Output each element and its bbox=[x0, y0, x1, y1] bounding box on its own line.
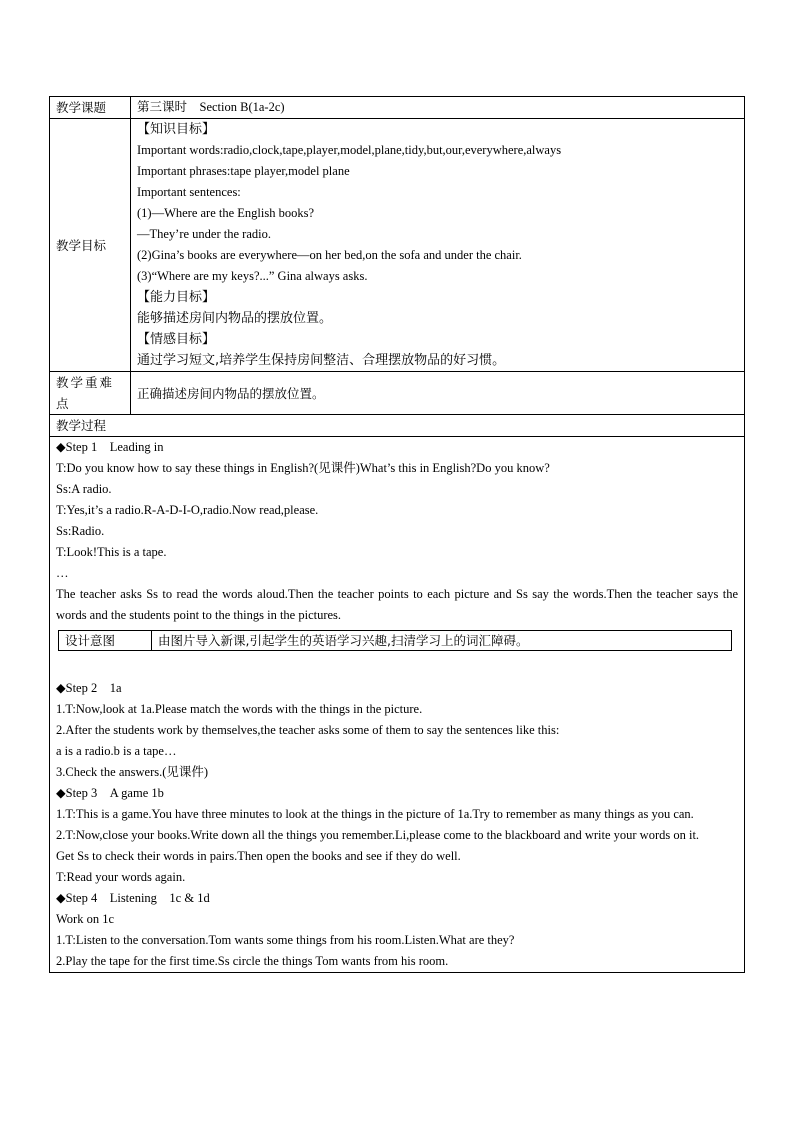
step2-title: ◆Step 2 1a bbox=[56, 681, 122, 695]
step2-line: 3.Check the answers.(见课件) bbox=[56, 765, 209, 779]
step1-line: Ss:A radio. bbox=[56, 482, 112, 496]
objectives-content bbox=[131, 119, 745, 372]
step4-line: 2.Play the tape for the first time.Ss circle the things Tom wants from his room. bbox=[56, 954, 449, 968]
ability-goal-heading: 【能力目标】 bbox=[137, 290, 216, 305]
step2-line: a is a radio.b is a tape… bbox=[56, 744, 177, 758]
design-intent-value: 由图片导入新课,引起学生的英语学习兴趣,扫清学习上的词汇障碍。 bbox=[152, 631, 732, 651]
process-header-row bbox=[50, 415, 745, 437]
step4-line: Work on 1c bbox=[56, 912, 115, 926]
emotion-goal-text: 通过学习短文,培养学生保持房间整洁、合理摆放物品的好习惯。 bbox=[137, 353, 506, 368]
key-points-row bbox=[50, 372, 745, 415]
sentence-1-question: (1)—Where are the English books? bbox=[137, 206, 315, 220]
step4-title: ◆Step 4 Listening 1c & 1d bbox=[56, 891, 210, 905]
sentence-2: (2)Gina’s books are everywhere—on her bed,on the sofa and under the chair. bbox=[137, 248, 522, 262]
lesson-table bbox=[49, 96, 745, 973]
objectives-label: 教学目标 bbox=[50, 119, 131, 372]
step3-paragraph: 1.T:This is a game.You have three minutes to look at the things in the picture of 1a.Try to remember as many things as you can. bbox=[56, 807, 694, 821]
topic-row bbox=[50, 97, 745, 119]
step3-line: Get Ss to check their words in pairs.Then open the books and see if they do well. bbox=[56, 849, 461, 863]
step4-line: 1.T:Listen to the conversation.Tom wants some things from his room.Listen.What are they? bbox=[56, 933, 515, 947]
topic-value: 第三课时 Section B(1a-2c) bbox=[131, 97, 745, 119]
important-sentences-heading: Important sentences: bbox=[137, 185, 241, 199]
spacer bbox=[56, 657, 738, 678]
step3-paragraph: 2.T:Now,close your books.Write down all the things you remember.Li,please come to the blackboard and write your words on it. bbox=[56, 828, 700, 842]
step3-title: ◆Step 3 A game 1b bbox=[56, 786, 164, 800]
step1-line: T:Yes,it’s a radio.R-A-D-I-O,radio.Now read,please. bbox=[56, 503, 319, 517]
step1-title: ◆Step 1 Leading in bbox=[56, 440, 164, 454]
process-label: 教学过程 bbox=[50, 415, 745, 437]
knowledge-goal-heading: 【知识目标】 bbox=[137, 122, 216, 137]
sentence-3: (3)“Where are my keys?...” Gina always asks. bbox=[137, 269, 368, 283]
step1-line: T:Do you know how to say these things in English?(见课件)What’s this in English?Do you know? bbox=[56, 461, 550, 475]
lesson-plan bbox=[49, 96, 745, 973]
process-content bbox=[50, 437, 745, 973]
step1-line: T:Look!This is a tape. bbox=[56, 545, 167, 559]
objectives-row bbox=[50, 119, 745, 372]
topic-label: 教学课题 bbox=[50, 97, 131, 119]
key-points-label-line2: 点 bbox=[56, 396, 69, 411]
design-intent-label: 设计意图 bbox=[59, 631, 152, 651]
important-phrases: Important phrases:tape player,model plane bbox=[137, 164, 350, 178]
important-words: Important words:radio,clock,tape,player,model,plane,tidy,but,our,everywhere,always bbox=[137, 143, 562, 157]
sentence-1-answer: —They’re under the radio. bbox=[137, 227, 271, 241]
design-intent-box bbox=[58, 630, 732, 651]
key-points-label-line1: 教学重难 bbox=[56, 375, 115, 390]
step3-line: T:Read your words again. bbox=[56, 870, 186, 884]
emotion-goal-heading: 【情感目标】 bbox=[137, 332, 216, 347]
key-points-label bbox=[50, 372, 131, 415]
ability-goal-text: 能够描述房间内物品的摆放位置。 bbox=[137, 311, 333, 326]
process-content-row bbox=[50, 437, 745, 973]
step1-paragraph: The teacher asks Ss to read the words aloud.Then the teacher points to each picture and Ss say the words.Then the teacher says the words and the students point to the things in the pictures. bbox=[56, 587, 738, 622]
step1-line: Ss:Radio. bbox=[56, 524, 105, 538]
step1-line: … bbox=[56, 566, 69, 580]
key-points-value: 正确描述房间内物品的摆放位置。 bbox=[131, 372, 745, 415]
step2-line: 1.T:Now,look at 1a.Please match the words with the things in the picture. bbox=[56, 702, 423, 716]
step2-line: 2.After the students work by themselves,the teacher asks some of them to say the sentences like this: bbox=[56, 723, 560, 737]
